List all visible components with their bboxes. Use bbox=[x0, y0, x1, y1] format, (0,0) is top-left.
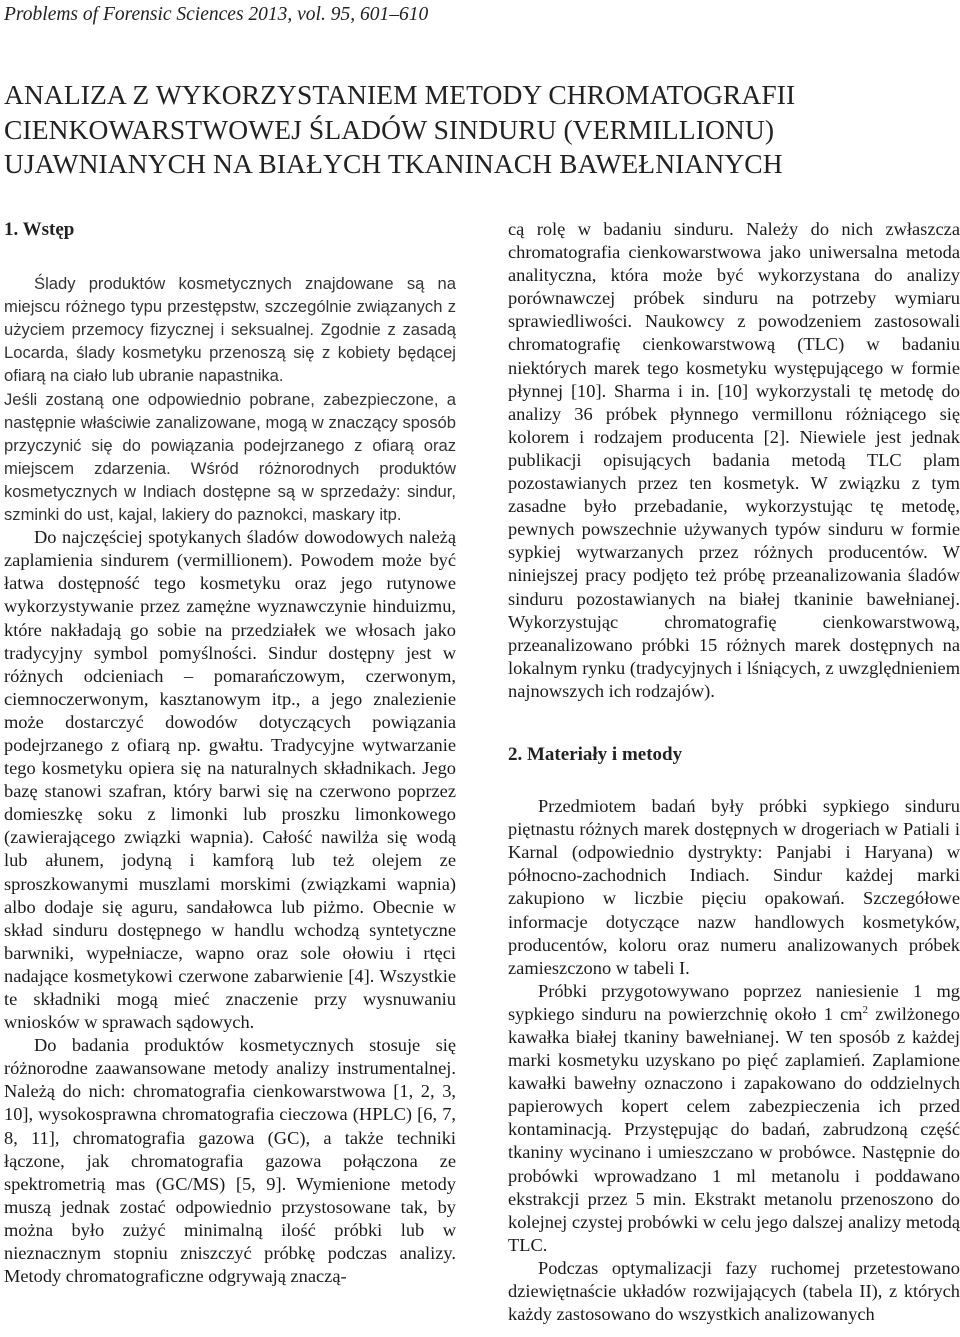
intro-paragraph-2: Do najczęściej spotykanych śladów dowodowych należą zaplamienia sindurem (vermillionem). Powodem może być łatwa dostępność tego kosmetyku oraz jego rutynowe wykorzystywanie przez zamężne wyznawczynie hinduizmu, które nakładają go sobie na przedziałek we włosach jako tradycyjny symbol pomyślności. Sindur dostępny jest w różnych odcieniach – pomarańczowym, czerwonym, ciemnoczerwonym, kasztanowym itp., a jego znalezienie może dostarczyć dowodów dotyczących powiązania podejrzanego z ofiarą np. gwałtu. Tradycyjne wytwarzanie tego kosmetyku opiera się na naturalnych składnikach. Jego bazę stanowi szafran, który barwi się na czerwono poprzez domieszkę soku z limonki lub proszku limonkowego (zawierającego związki wapnia). Całość nawilża się wodą lub ałunem, jodyną i kamforą lub też olejem ze sproszkowanymi muszlami morskimi (związkami wapnia) albo dodaje się aguru, sandałowca lub piżmo. Obecnie w skład sinduru dostępnego w handlu wchodzą syntetyczne barwniki, wypełniacze, wapno oraz sole ołowiu i rtęci nadające kosmetykowi czerwone zabarwienie [4]. Wszystkie te składniki mogą mieć znaczenie przy wysnuwaniu wniosków w sprawach sądowych. bbox=[4, 527, 456, 1033]
intro-paragraph-1a: Ślady produktów kosmetycznych znajdowane są na miejscu różnego typu przestępstw, szczególnie związanych z użyciem przemocy fizycznej i seksualnej. Zgodnie z zasadą Locarda, ślady kosmetyku przenoszą się z kobiety będącej ofiarą na ciało lub ubranie napastnika. bbox=[4, 274, 456, 386]
section-1-heading: 1. Wstęp bbox=[4, 219, 75, 240]
title-line-2: CIENKOWARSTWOWEJ ŚLADÓW SINDURU (VERMILLIONU) bbox=[4, 113, 775, 145]
intro-paragraph-1b: Jeśli zostaną one odpowiednio pobrane, zabezpieczone, a następnie właściwie zanalizowane, mogą w znaczący sposób przyczynić się do powiązania podejrzanego z ofiarą oraz miejscem zdarzenia. Wśród różnorodnych produktów kosmetycznych w Indiach dostępne są w sprzedaży: sindur, szminki do ust, kajal, lakiery do paznokci, maskary itp. bbox=[4, 389, 456, 525]
title-line-1: ANALIZA Z WYKORZYSTANIEM METODY CHROMATOGRAFII bbox=[4, 79, 796, 110]
title-line-3: UJAWNIANYCH NA BIAŁYCH TKANINACH BAWEŁNIANYCH bbox=[4, 148, 783, 179]
intro-paragraph-3: Do badania produktów kosmetycznych stosuje się różnorodne zaawansowane metody analizy instrumentalnej. Należą do nich: chromatografia cienkowarstwowa [1, 2, 3, 10], wysokosprawna chromatografia cieczowa (HPLC) [6, 7, 8, 11], chromatografia gazowa (GC), a także techniki łączone, jak chromatografia gazowa połączona ze spektrometrią mas (GC/MS) [5, 9]. Wymienione metody muszą jednak zostać odpowiednio przystosowane tak, by można było zużyć minimalną ilość próbki lub w nieznacznym stopniu zniszczyć próbkę podczas analizy. Metody chromatograficzne odgrywają znaczą- bbox=[4, 1035, 456, 1287]
methods-paragraph-2 bbox=[508, 980, 960, 1257]
left-column bbox=[4, 218, 456, 1288]
section-2-heading: 2. Materiały i metody bbox=[508, 743, 683, 765]
article-title bbox=[4, 78, 795, 182]
methods-p2-start: Próbki przygotowywano poprzez naniesienie 1 mg sypkiego sinduru na powierzchnię około 1 cm bbox=[508, 980, 960, 1024]
journal-citation: Problems of Forensic Sciences 2013, vol. 95, 601–610 bbox=[4, 4, 429, 25]
superscript-2: 2 bbox=[862, 1003, 869, 1016]
intro-paragraph-3-continued: cą rolę w badaniu sinduru. Należy do nich zwłaszcza chromatografia cienkowarstwowa jako uniwersalna metoda analityczna, która może być wykorzystana do analizy porównawczej próbek sinduru na potrzeby wymiaru sprawiedliwości. Naukowcy z powodzeniem zastosowali chromatografię cienkowarstwową (TLC) w badaniu niektórych marek tego kosmetyku występującego w formie płynnej [10]. Sharma i in. [10] wykorzystali tę metodę do analizy 36 próbek płynnego vermillonu różniącego się kolorem i rodzajem producenta [2]. Niewiele jest jednak publikacji opisujących badania metodą TLC plam pozostawianych przez ten kosmetyk. W związku z tym zasadne było przebadanie, wykorzystując tę metodę, pewnych powszechnie używanych typów sinduru w formie sypkiej wytwarzanych przez różnych producentów. W niniejszej pracy podjęto też próbę przeanalizowania śladów sinduru pozostawianych na białej tkaninie bawełnianej. Wykorzystując chromatografię cienkowarstwową, przeanalizowano próbki 15 różnych marek dostępnych na lokalnym rynku (tradycyjnych i lśniących, z uwzględnieniem najnowszych ich rodzajów). bbox=[508, 219, 960, 701]
methods-paragraph-1: Przedmiotem badań były próbki sypkiego sinduru piętnastu różnych marek dostępnych w drogeriach w Patiali i Karnal (odpowiednio dystrykty: Panjabi i Haryana) w północno-zachodnich Indiach. Sindur każdej marki zakupiono w liczbie pięciu opakowań. Szczegółowe informacje dotyczące nazw handlowych kosmetyków, producentów, koloru oraz numeru analizowanych próbek zamieszczono w tabeli I. bbox=[508, 796, 960, 978]
methods-p2-rest: zwilżonego kawałka białej tkaniny bawełnianej. W ten sposób z każdej marki kosmetyku uzyskano po pięć zaplamień. Zaplamione kawałki bawełny oznaczono i zapakowano do oddzielnych papierowych kopert celem zabezpieczenia ich przed kontaminacją. Przystępując do badań, zabrudzoną część tkaniny wycinano i umieszczano w probówce. Następnie do probówki wprowadzano 1 ml metanolu i poddawano ekstrakcji przez 5 min. Ekstrakt metanolu przenoszono do kolejnej czystej probówki w celu jego dalszej analizy metodą TLC. bbox=[508, 1003, 960, 1255]
methods-paragraph-3: Podczas optymalizacji fazy ruchomej przetestowano dziewiętnaście układów rozwijających (tabela II), z których każdy zastosowano do wszystkich analizowanych bbox=[508, 1257, 960, 1325]
right-column bbox=[508, 218, 960, 1326]
